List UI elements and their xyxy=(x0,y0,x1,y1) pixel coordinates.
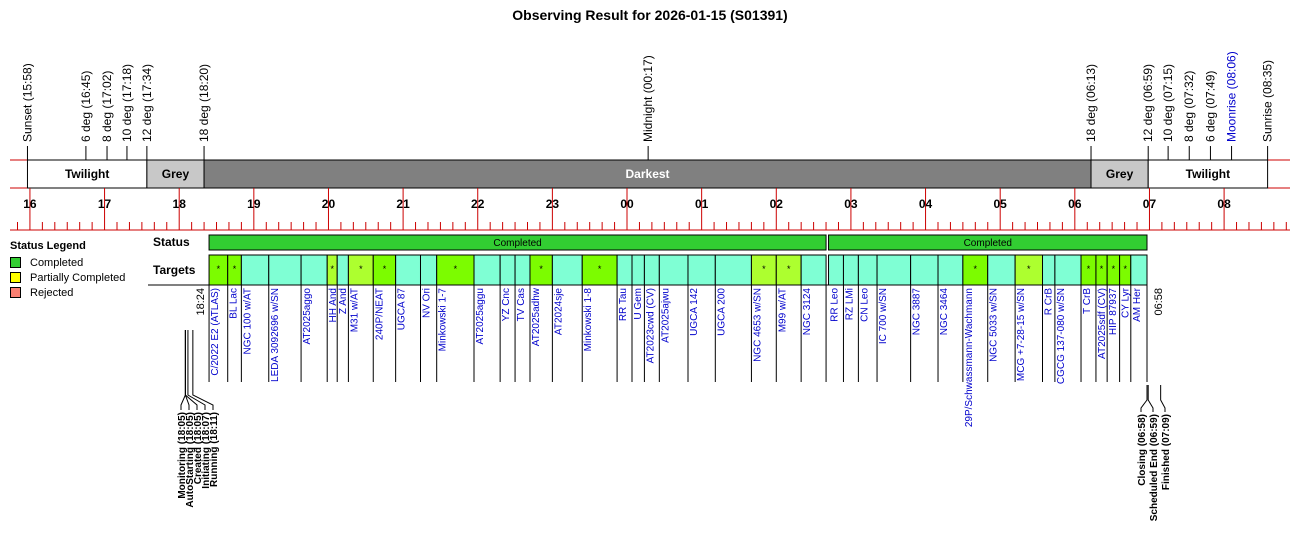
target-label-ugca-142: UGCA 142 xyxy=(688,288,700,336)
target-mark-c-2022-e2-atlas: * xyxy=(216,264,221,274)
target-block-u-gem xyxy=(632,255,644,285)
target-label-at2023cwd-cv: AT2023cwd (CV) xyxy=(645,288,657,364)
target-mark-minkowski-1-7: * xyxy=(453,264,458,274)
target-block-ugca-142 xyxy=(688,255,715,285)
target-label-ngc-3124: NGC 3124 xyxy=(802,288,814,336)
legend-label-completed: Completed xyxy=(30,256,84,269)
target-mark-m31-w-at: * xyxy=(359,264,363,274)
target-block-ngc-3464 xyxy=(938,255,963,285)
target-label-cgcg-137-080-w-sn: CGCG 137-080 w/SN xyxy=(1055,288,1067,385)
status-block-label-0: Completed xyxy=(493,238,542,249)
axis-hour-label-18: 18 xyxy=(172,197,186,211)
target-block-at2023cwd-cv xyxy=(644,255,659,285)
target-block-cgcg-137-080-w-sn xyxy=(1055,255,1081,285)
axis-hour-label-16: 16 xyxy=(23,197,37,211)
sky-band-label-grey-1: Grey xyxy=(161,167,190,181)
target-label-rz-lmi: RZ LMi xyxy=(844,288,856,321)
target-mark-29p-schwassmann-wachmann: * xyxy=(973,264,978,274)
target-block-at2025aggu xyxy=(474,255,500,285)
axis-hour-label-22: 22 xyxy=(471,197,485,211)
status-row-label: Status xyxy=(153,235,190,249)
event-label-12-deg-06-59: 12 deg (06:59) xyxy=(1141,63,1156,142)
target-label-ic-700-w-sn: IC 700 w/SN xyxy=(878,288,890,345)
target-label-minkowski-1-7: Minkowski 1-7 xyxy=(437,288,449,352)
event-label-sunset-15-58: Sunset (15:58) xyxy=(20,63,35,142)
axis-hour-label-19: 19 xyxy=(247,197,261,211)
legend-label-partially-completed: Partially Completed xyxy=(30,271,126,284)
target-label-ngc-3887: NGC 3887 xyxy=(911,288,923,336)
target-block-ic-700-w-sn xyxy=(877,255,911,285)
target-block-r-crb xyxy=(1043,255,1055,285)
event-label-moonrise-08-06: Moonrise (08:06) xyxy=(1224,51,1239,142)
event-label-midnight-00-17: Midnight (00:17) xyxy=(641,55,656,142)
end-marker-label-scheduled-end-06-59: Scheduled End (06:59) xyxy=(1149,414,1160,522)
target-label-ngc-100-w-at: NGC 100 w/AT xyxy=(242,288,254,355)
legend-swatch-completed xyxy=(10,257,21,268)
target-label-at2024sje: AT2024sje xyxy=(553,288,565,336)
event-label-6-deg-07-49: 6 deg (07:49) xyxy=(1203,70,1218,142)
target-label-ngc-4653-w-sn: NGC 4653 w/SN xyxy=(752,288,764,362)
target-block-am-her xyxy=(1131,255,1147,285)
target-label-rr-leo: RR Leo xyxy=(829,288,841,322)
end-marker-label-finished-07-09: Finished (07:09) xyxy=(1161,414,1172,491)
end-marker-line-closing-06-58 xyxy=(1141,385,1147,412)
axis-hour-label-08: 08 xyxy=(1217,197,1231,211)
target-mark-ngc-4653-w-sn: * xyxy=(762,264,766,274)
target-label-240p-neat: 240P/NEAT xyxy=(374,288,386,341)
event-label-10-deg-17-18: 10 deg (17:18) xyxy=(119,63,134,142)
target-label-mcg-7-28-15-w-sn: MCG +7-28-15 w/SN xyxy=(1016,288,1028,382)
axis-hour-label-23: 23 xyxy=(545,197,560,211)
target-mark-hip-87937: * xyxy=(1111,264,1116,274)
axis-hour-label-21: 21 xyxy=(396,197,410,211)
status-block-label-1: Completed xyxy=(963,238,1012,249)
axis-hour-label-03: 03 xyxy=(844,197,858,211)
event-label-sunrise-08-35: Sunrise (08:35) xyxy=(1260,59,1275,142)
legend-item-completed xyxy=(10,255,146,270)
target-label-yz-cnc: YZ Cnc xyxy=(501,288,513,322)
legend-swatch-rejected xyxy=(10,287,21,298)
end-marker-label-closing-06-58: Closing (06:58) xyxy=(1137,414,1148,486)
target-block-yz-cnc xyxy=(500,255,515,285)
target-block-rr-leo xyxy=(829,255,844,285)
target-label-at2025sdf-cv: AT2025sdf (CV) xyxy=(1096,288,1108,359)
target-block-tv-cas xyxy=(515,255,530,285)
target-label-nv-ori: NV Ori xyxy=(421,288,433,318)
target-block-at2024sje xyxy=(552,255,582,285)
target-block-at2025aggo xyxy=(301,255,327,285)
start-marker-label-initiating-18-07: Initiating (18:07) xyxy=(201,412,212,489)
target-label-leda-3092696-w-sn: LEDA 3092696 w/SN xyxy=(269,288,281,382)
target-block-nv-ori xyxy=(420,255,436,285)
target-label-c-2022-e2-atlas: C/2022 E2 (ATLAS) xyxy=(210,288,222,376)
target-block-ngc-3124 xyxy=(801,255,826,285)
start-time-label: 18:24 xyxy=(195,288,208,316)
target-mark-t-crb: * xyxy=(1086,264,1091,274)
target-block-at2025ajwu xyxy=(659,255,688,285)
target-mark-bl-lac: * xyxy=(232,264,237,274)
axis-hour-label-05: 05 xyxy=(993,197,1007,211)
targets-row-label: Targets xyxy=(153,263,196,277)
target-label-bl-lac: BL Lac xyxy=(228,288,240,319)
start-marker-line-initiating-18-07 xyxy=(188,330,205,410)
target-label-at2025ajwu: AT2025ajwu xyxy=(660,288,672,343)
axis-hour-label-00: 00 xyxy=(620,197,634,211)
event-label-8-deg-07-32: 8 deg (07:32) xyxy=(1182,70,1197,142)
target-label-ngc-3464: NGC 3464 xyxy=(939,288,951,336)
start-marker-label-running-18-11: Running (18:11) xyxy=(209,412,220,488)
end-marker-line-finished-07-09 xyxy=(1161,385,1165,412)
target-block-cn-leo xyxy=(858,255,877,285)
status-legend xyxy=(10,240,146,300)
target-label-m99-w-at: M99 w/AT xyxy=(777,288,789,333)
axis-hour-label-06: 06 xyxy=(1068,197,1082,211)
legend-label-rejected: Rejected xyxy=(30,286,74,299)
target-mark-hh-and: * xyxy=(330,264,334,274)
axis-hour-label-17: 17 xyxy=(97,197,112,211)
legend-item-partially-completed xyxy=(10,270,146,285)
chart-title: Observing Result for 2026-01-15 (S01391) xyxy=(512,7,788,23)
axis-hour-label-01: 01 xyxy=(694,197,709,211)
target-block-z-and xyxy=(337,255,348,285)
start-marker-label-autostarting-18-05: AutoStarting (18:05) xyxy=(185,412,196,508)
legend-title: Status Legend xyxy=(10,240,86,252)
target-label-tv-cas: TV Cas xyxy=(516,288,528,322)
target-block-ngc-100-w-at xyxy=(241,255,268,285)
target-mark-mcg-7-28-15-w-sn: * xyxy=(1027,264,1031,274)
sky-band-label-twilight-4: Twilight xyxy=(1185,167,1231,181)
target-block-ngc-3887 xyxy=(911,255,938,285)
target-label-t-crb: T CrB xyxy=(1082,288,1094,314)
target-label-r-crb: R CrB xyxy=(1043,288,1055,316)
target-label-29p-schwassmann-wachmann: 29P/Schwassmann-Wachmann xyxy=(963,288,975,428)
legend-item-rejected xyxy=(10,285,146,300)
target-label-am-her: AM Her xyxy=(1131,288,1143,322)
target-label-cn-leo: CN Leo xyxy=(859,288,871,322)
axis-hour-label-07: 07 xyxy=(1142,197,1157,211)
target-mark-cy-lyr: * xyxy=(1123,264,1127,274)
sky-band-label-twilight-0: Twilight xyxy=(64,167,110,181)
target-label-ngc-5033-w-sn: NGC 5033 w/SN xyxy=(988,288,1000,362)
end-time-label: 06:58 xyxy=(1152,288,1165,316)
target-label-ugca-87: UGCA 87 xyxy=(396,288,408,331)
target-block-leda-3092696-w-sn xyxy=(269,255,301,285)
target-label-z-and: Z And xyxy=(338,288,350,315)
sky-band-label-darkest-2: Darkest xyxy=(625,167,670,181)
event-label-6-deg-16-45: 6 deg (16:45) xyxy=(78,70,93,142)
target-block-rz-lmi xyxy=(843,255,858,285)
axis-hour-label-04: 04 xyxy=(918,197,933,211)
sky-band-label-grey-3: Grey xyxy=(1105,167,1134,181)
target-mark-m99-w-at: * xyxy=(786,264,791,274)
end-marker-line-scheduled-end-06-59 xyxy=(1148,385,1153,412)
event-label-18-deg-18-20: 18 deg (18:20) xyxy=(197,63,212,142)
start-marker-line-monitoring-18-05 xyxy=(181,330,185,410)
target-label-hip-87937: HIP 87937 xyxy=(1108,288,1120,336)
target-block-ugca-200 xyxy=(715,255,751,285)
target-block-ugca-87 xyxy=(396,255,421,285)
target-label-minkowski-1-8: Minkowski 1-8 xyxy=(583,288,595,352)
legend-swatch-partially-completed xyxy=(10,272,21,283)
target-block-ngc-5033-w-sn xyxy=(988,255,1015,285)
target-block-rr-tau xyxy=(617,255,632,285)
target-label-ugca-200: UGCA 200 xyxy=(716,288,728,336)
axis-hour-label-02: 02 xyxy=(769,197,783,211)
start-marker-label-created-18-05: Created (18:05) xyxy=(193,412,204,485)
target-label-cy-lyr: CY Lyr xyxy=(1120,288,1132,319)
event-label-8-deg-17-02: 8 deg (17:02) xyxy=(100,70,115,142)
target-label-rr-tau: RR Tau xyxy=(618,288,630,322)
start-marker-line-created-18-05 xyxy=(185,330,197,410)
event-label-12-deg-17-34: 12 deg (17:34) xyxy=(139,63,154,142)
event-label-10-deg-07-15: 10 deg (07:15) xyxy=(1161,63,1176,142)
target-label-m31-w-at: M31 w/AT xyxy=(349,288,361,333)
start-marker-label-monitoring-18-05: Monitoring (18:05) xyxy=(177,412,188,499)
target-mark-at2025sdf-cv: * xyxy=(1099,264,1104,274)
event-label-18-deg-06-13: 18 deg (06:13) xyxy=(1084,63,1099,142)
target-mark-240p-neat: * xyxy=(382,264,387,274)
target-label-u-gem: U Gem xyxy=(633,288,645,320)
target-mark-at2025adhw: * xyxy=(539,264,543,274)
target-label-at2025adhw: AT2025adhw xyxy=(530,288,542,347)
target-label-at2025aggu: AT2025aggu xyxy=(475,288,487,345)
axis-hour-label-20: 20 xyxy=(321,197,336,211)
target-label-at2025aggo: AT2025aggo xyxy=(302,288,314,345)
target-label-hh-and: HH And xyxy=(328,288,340,323)
target-mark-minkowski-1-8: * xyxy=(597,264,602,274)
